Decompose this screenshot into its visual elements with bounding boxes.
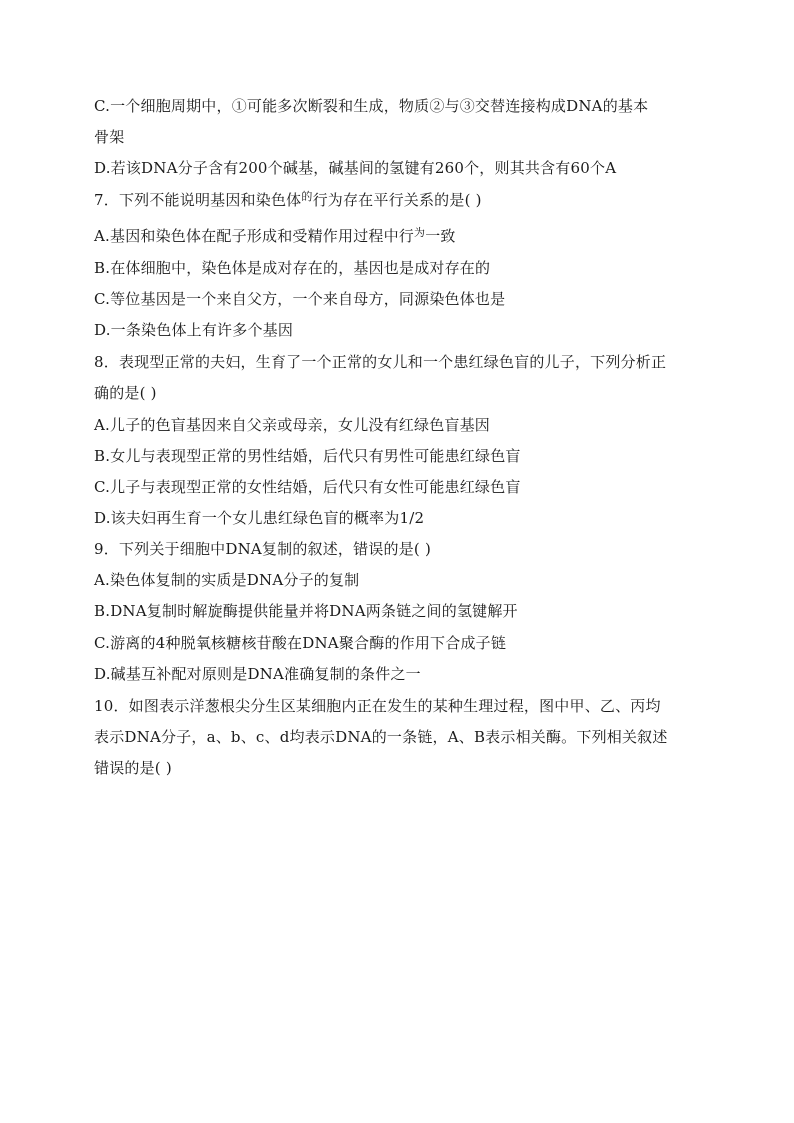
question-7-part2: 行为存在平行关系的是( ) (312, 191, 482, 209)
question-7 (94, 190, 482, 212)
question-10-line3: 错误的是( ) (94, 759, 172, 777)
option-c-q9: C.游离的4种脱氧核糖核苷酸在DNA聚合酶的作用下合成子链 (94, 634, 507, 652)
question-7-part1: 7．下列不能说明基因和染色体 (94, 191, 302, 209)
question-10-line1: 10．如图表示洋葱根尖分生区某细胞内正在发生的某种生理过程，图中甲、乙、丙均 (94, 697, 661, 715)
option-d-q6: D.若该DNA分子含有200个碱基，碱基间的氢键有260个，则其共含有60个A (94, 159, 617, 177)
option-a-q7-superscript: 为 (414, 226, 426, 239)
option-d-q9: D.碱基互补配对原则是DNA准确复制的条件之一 (94, 665, 421, 683)
option-b-q7: B.在体细胞中，染色体是成对存在的，基因也是成对存在的 (94, 259, 491, 277)
question-9: 9．下列关于细胞中DNA复制的叙述，错误的是( ) (94, 540, 432, 558)
option-c-q6-line1: C.一个细胞周期中，①可能多次断裂和生成，物质②与③交替连接构成DNA的基本 (94, 97, 649, 115)
option-c-q8: C.儿子与表现型正常的女性结婚，后代只有女性可能患红绿色盲 (94, 478, 521, 496)
option-d-q8: D.该夫妇再生育一个女儿患红绿色盲的概率为1/2 (94, 509, 425, 527)
question-7-superscript: 的 (301, 190, 313, 203)
option-a-q7 (94, 226, 456, 248)
option-a-q8: A.儿子的色盲基因来自父亲或母亲，女儿没有红绿色盲基因 (94, 416, 491, 434)
option-d-q7: D.一条染色体上有许多个基因 (94, 321, 294, 339)
question-10-line2: 表示DNA分子，a、b、c、d均表示DNA的一条链，A、B表示相关酶。下列相关叙述 (94, 728, 668, 746)
option-a-q7-part2: 一致 (425, 227, 456, 245)
option-a-q9: A.染色体复制的实质是DNA分子的复制 (94, 571, 360, 589)
option-b-q8: B.女儿与表现型正常的男性结婚，后代只有男性可能患红绿色盲 (94, 447, 521, 465)
question-8-line2: 确的是( ) (94, 384, 157, 402)
option-a-q7-part1: A.基因和染色体在配子形成和受精作用过程中行 (94, 227, 415, 245)
option-c-q6-line2: 骨架 (94, 128, 125, 146)
option-b-q9: B.DNA复制时解旋酶提供能量并将DNA两条链之间的氢键解开 (94, 602, 518, 620)
option-c-q7: C.等位基因是一个来自父方，一个来自母方，同源染色体也是 (94, 290, 506, 308)
question-8-line1: 8．表现型正常的夫妇，生育了一个正常的女儿和一个患红绿色盲的儿子，下列分析正 (94, 353, 667, 371)
